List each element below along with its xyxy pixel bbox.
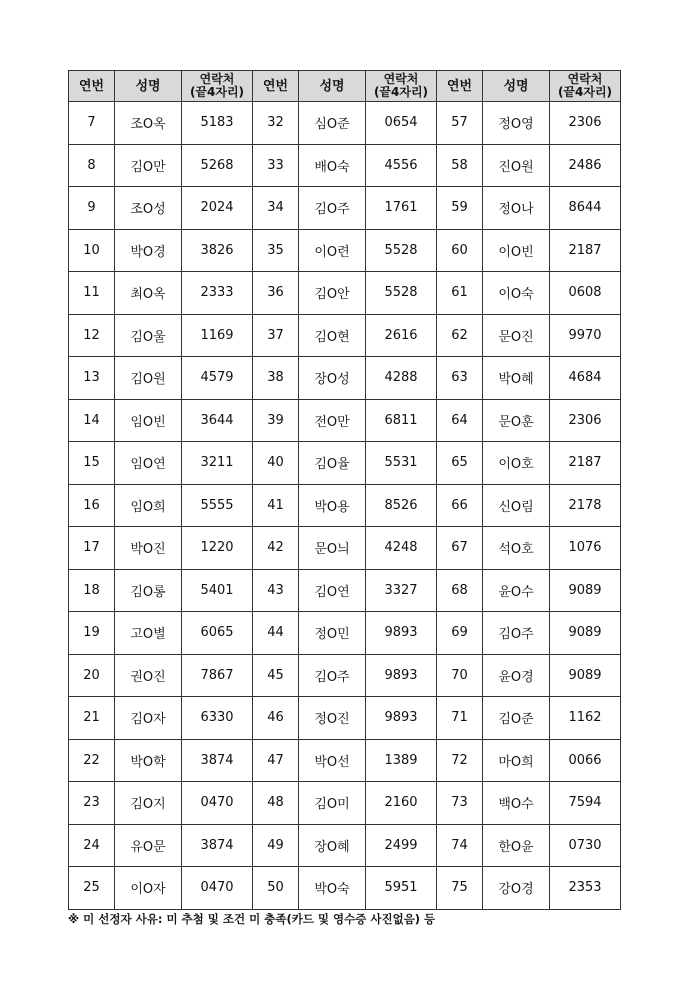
- cell-name: 박O용: [299, 484, 366, 527]
- cell-no: 47: [253, 739, 299, 782]
- cell-no: 38: [253, 357, 299, 400]
- cell-name: 임O연: [115, 442, 182, 485]
- cell-phone: 5268: [182, 144, 253, 187]
- cell-name: 장O혜: [299, 824, 366, 867]
- cell-phone: 0730: [550, 824, 621, 867]
- cell-no: 39: [253, 399, 299, 442]
- cell-phone: 3826: [182, 229, 253, 272]
- cell-phone: 2187: [550, 442, 621, 485]
- cell-no: 32: [253, 102, 299, 145]
- cell-name: 배O숙: [299, 144, 366, 187]
- cell-name: 조O옥: [115, 102, 182, 145]
- cell-name: 임O희: [115, 484, 182, 527]
- cell-name: 문O훈: [483, 399, 550, 442]
- header-name: 성명: [483, 71, 550, 102]
- cell-no: 43: [253, 569, 299, 612]
- cell-phone: 7594: [550, 782, 621, 825]
- cell-no: 15: [69, 442, 115, 485]
- cell-no: 70: [437, 654, 483, 697]
- cell-name: 전O만: [299, 399, 366, 442]
- table-row: [69, 569, 621, 612]
- cell-no: 59: [437, 187, 483, 230]
- cell-phone: 6330: [182, 697, 253, 740]
- header-name: 성명: [115, 71, 182, 102]
- cell-name: 김O만: [115, 144, 182, 187]
- cell-no: 37: [253, 314, 299, 357]
- cell-phone: 0470: [182, 782, 253, 825]
- cell-no: 23: [69, 782, 115, 825]
- cell-phone: 0066: [550, 739, 621, 782]
- cell-name: 이O호: [483, 442, 550, 485]
- cell-name: 김O지: [115, 782, 182, 825]
- cell-name: 김O울: [115, 314, 182, 357]
- cell-name: 문O늬: [299, 527, 366, 570]
- cell-name: 김O롱: [115, 569, 182, 612]
- header-phone-line1: 연락처: [199, 72, 235, 86]
- table-row: [69, 272, 621, 315]
- table-row: [69, 144, 621, 187]
- cell-no: 7: [69, 102, 115, 145]
- cell-phone: 9893: [366, 697, 437, 740]
- cell-name: 최O옥: [115, 272, 182, 315]
- cell-phone: 0608: [550, 272, 621, 315]
- cell-name: 정O영: [483, 102, 550, 145]
- cell-no: 45: [253, 654, 299, 697]
- cell-phone: 9970: [550, 314, 621, 357]
- cell-name: 김O주: [299, 654, 366, 697]
- cell-name: 김O주: [483, 612, 550, 655]
- cell-phone: 2499: [366, 824, 437, 867]
- table-row: [69, 314, 621, 357]
- cell-phone: 1761: [366, 187, 437, 230]
- cell-phone: 4684: [550, 357, 621, 400]
- cell-no: 17: [69, 527, 115, 570]
- cell-no: 22: [69, 739, 115, 782]
- cell-no: 9: [69, 187, 115, 230]
- cell-name: 유O문: [115, 824, 182, 867]
- cell-no: 50: [253, 867, 299, 910]
- cell-no: 69: [437, 612, 483, 655]
- header-no: 연번: [69, 71, 115, 102]
- cell-phone: 9089: [550, 569, 621, 612]
- cell-no: 24: [69, 824, 115, 867]
- cell-no: 13: [69, 357, 115, 400]
- cell-phone: 1389: [366, 739, 437, 782]
- cell-phone: 2178: [550, 484, 621, 527]
- cell-no: 25: [69, 867, 115, 910]
- cell-phone: 1169: [182, 314, 253, 357]
- cell-no: 68: [437, 569, 483, 612]
- cell-no: 61: [437, 272, 483, 315]
- cell-phone: 0470: [182, 867, 253, 910]
- cell-phone: 3327: [366, 569, 437, 612]
- cell-phone: 5183: [182, 102, 253, 145]
- cell-phone: 5528: [366, 229, 437, 272]
- table-row: [69, 697, 621, 740]
- cell-no: 14: [69, 399, 115, 442]
- cell-phone: 9893: [366, 612, 437, 655]
- table-row: [69, 824, 621, 867]
- cell-phone: 5401: [182, 569, 253, 612]
- cell-name: 김O미: [299, 782, 366, 825]
- cell-phone: 7867: [182, 654, 253, 697]
- cell-no: 46: [253, 697, 299, 740]
- cell-phone: 4248: [366, 527, 437, 570]
- cell-name: 윤O경: [483, 654, 550, 697]
- header-phone-line1: 연락처: [567, 72, 603, 86]
- cell-no: 12: [69, 314, 115, 357]
- cell-phone: 1162: [550, 697, 621, 740]
- cell-name: 김O자: [115, 697, 182, 740]
- cell-no: 35: [253, 229, 299, 272]
- header-phone-line2: (끝4자리): [189, 85, 245, 99]
- cell-phone: 1076: [550, 527, 621, 570]
- cell-no: 58: [437, 144, 483, 187]
- cell-no: 63: [437, 357, 483, 400]
- cell-phone: 4288: [366, 357, 437, 400]
- cell-no: 11: [69, 272, 115, 315]
- cell-name: 조O성: [115, 187, 182, 230]
- cell-phone: 6811: [366, 399, 437, 442]
- cell-name: 박O진: [115, 527, 182, 570]
- cell-no: 64: [437, 399, 483, 442]
- table-row: [69, 867, 621, 910]
- cell-name: 박O학: [115, 739, 182, 782]
- cell-phone: 2160: [366, 782, 437, 825]
- cell-phone: 6065: [182, 612, 253, 655]
- cell-name: 이O자: [115, 867, 182, 910]
- cell-phone: 8526: [366, 484, 437, 527]
- header-name: 성명: [299, 71, 366, 102]
- cell-name: 정O민: [299, 612, 366, 655]
- cell-name: 장O성: [299, 357, 366, 400]
- cell-name: 정O나: [483, 187, 550, 230]
- cell-name: 임O빈: [115, 399, 182, 442]
- cell-no: 66: [437, 484, 483, 527]
- table-row: [69, 187, 621, 230]
- table-row: [69, 229, 621, 272]
- table-row: [69, 739, 621, 782]
- cell-name: 한O윤: [483, 824, 550, 867]
- cell-no: 74: [437, 824, 483, 867]
- cell-phone: 2024: [182, 187, 253, 230]
- cell-no: 72: [437, 739, 483, 782]
- cell-phone: 4556: [366, 144, 437, 187]
- cell-phone: 2306: [550, 102, 621, 145]
- table-body: [69, 102, 621, 910]
- cell-name: 문O진: [483, 314, 550, 357]
- cell-name: 강O경: [483, 867, 550, 910]
- cell-phone: 3644: [182, 399, 253, 442]
- cell-no: 41: [253, 484, 299, 527]
- cell-phone: 5951: [366, 867, 437, 910]
- cell-name: 김O율: [299, 442, 366, 485]
- table-row: [69, 484, 621, 527]
- table-row: [69, 527, 621, 570]
- cell-name: 진O원: [483, 144, 550, 187]
- cell-no: 10: [69, 229, 115, 272]
- cell-name: 김O준: [483, 697, 550, 740]
- cell-no: 21: [69, 697, 115, 740]
- header-row: [69, 71, 621, 102]
- cell-name: 석O호: [483, 527, 550, 570]
- cell-no: 71: [437, 697, 483, 740]
- table-row: [69, 654, 621, 697]
- cell-no: 18: [69, 569, 115, 612]
- cell-no: 73: [437, 782, 483, 825]
- cell-phone: 5528: [366, 272, 437, 315]
- cell-name: 권O진: [115, 654, 182, 697]
- cell-phone: 9893: [366, 654, 437, 697]
- cell-no: 33: [253, 144, 299, 187]
- table-row: [69, 399, 621, 442]
- cell-name: 윤O수: [483, 569, 550, 612]
- cell-phone: 2486: [550, 144, 621, 187]
- cell-no: 48: [253, 782, 299, 825]
- cell-no: 20: [69, 654, 115, 697]
- table-row: [69, 102, 621, 145]
- header-phone-line2: (끝4자리): [373, 85, 429, 99]
- cell-phone: 5531: [366, 442, 437, 485]
- cell-phone: 3874: [182, 824, 253, 867]
- cell-name: 이O빈: [483, 229, 550, 272]
- cell-phone: 0654: [366, 102, 437, 145]
- cell-no: 42: [253, 527, 299, 570]
- cell-name: 고O별: [115, 612, 182, 655]
- cell-name: 박O선: [299, 739, 366, 782]
- cell-name: 이O숙: [483, 272, 550, 315]
- cell-name: 김O주: [299, 187, 366, 230]
- cell-no: 36: [253, 272, 299, 315]
- cell-phone: 1220: [182, 527, 253, 570]
- header-phone: [550, 71, 621, 102]
- cell-no: 65: [437, 442, 483, 485]
- header-phone: [366, 71, 437, 102]
- cell-no: 62: [437, 314, 483, 357]
- cell-phone: 3211: [182, 442, 253, 485]
- cell-name: 김O원: [115, 357, 182, 400]
- cell-no: 44: [253, 612, 299, 655]
- cell-no: 49: [253, 824, 299, 867]
- table-row: [69, 442, 621, 485]
- cell-name: 박O혜: [483, 357, 550, 400]
- cell-name: 심O준: [299, 102, 366, 145]
- cell-no: 34: [253, 187, 299, 230]
- cell-name: 정O진: [299, 697, 366, 740]
- cell-phone: 5555: [182, 484, 253, 527]
- cell-name: 김O현: [299, 314, 366, 357]
- cell-phone: 2333: [182, 272, 253, 315]
- cell-phone: 9089: [550, 654, 621, 697]
- cell-no: 40: [253, 442, 299, 485]
- header-phone-line1: 연락처: [383, 72, 419, 86]
- cell-no: 60: [437, 229, 483, 272]
- header-no: 연번: [437, 71, 483, 102]
- cell-phone: 3874: [182, 739, 253, 782]
- cell-name: 김O연: [299, 569, 366, 612]
- cell-phone: 2306: [550, 399, 621, 442]
- cell-phone: 2616: [366, 314, 437, 357]
- header-no: 연번: [253, 71, 299, 102]
- cell-name: 백O수: [483, 782, 550, 825]
- cell-phone: 9089: [550, 612, 621, 655]
- table-row: [69, 357, 621, 400]
- cell-phone: 8644: [550, 187, 621, 230]
- cell-name: 마O희: [483, 739, 550, 782]
- cell-phone: 2353: [550, 867, 621, 910]
- header-phone-line2: (끝4자리): [557, 85, 613, 99]
- cell-name: 신O림: [483, 484, 550, 527]
- cell-no: 75: [437, 867, 483, 910]
- cell-name: 박O숙: [299, 867, 366, 910]
- cell-name: 김O안: [299, 272, 366, 315]
- cell-no: 57: [437, 102, 483, 145]
- table-row: [69, 782, 621, 825]
- footnote: ※ 미 선정자 사유: 미 추첨 및 조건 미 충족(카드 및 영수증 사진없음) 등: [68, 912, 436, 926]
- cell-no: 19: [69, 612, 115, 655]
- cell-no: 8: [69, 144, 115, 187]
- cell-name: 이O련: [299, 229, 366, 272]
- cell-no: 67: [437, 527, 483, 570]
- cell-phone: 2187: [550, 229, 621, 272]
- cell-name: 박O경: [115, 229, 182, 272]
- cell-no: 16: [69, 484, 115, 527]
- participant-table: [68, 70, 621, 910]
- table-row: [69, 612, 621, 655]
- cell-phone: 4579: [182, 357, 253, 400]
- header-phone: [182, 71, 253, 102]
